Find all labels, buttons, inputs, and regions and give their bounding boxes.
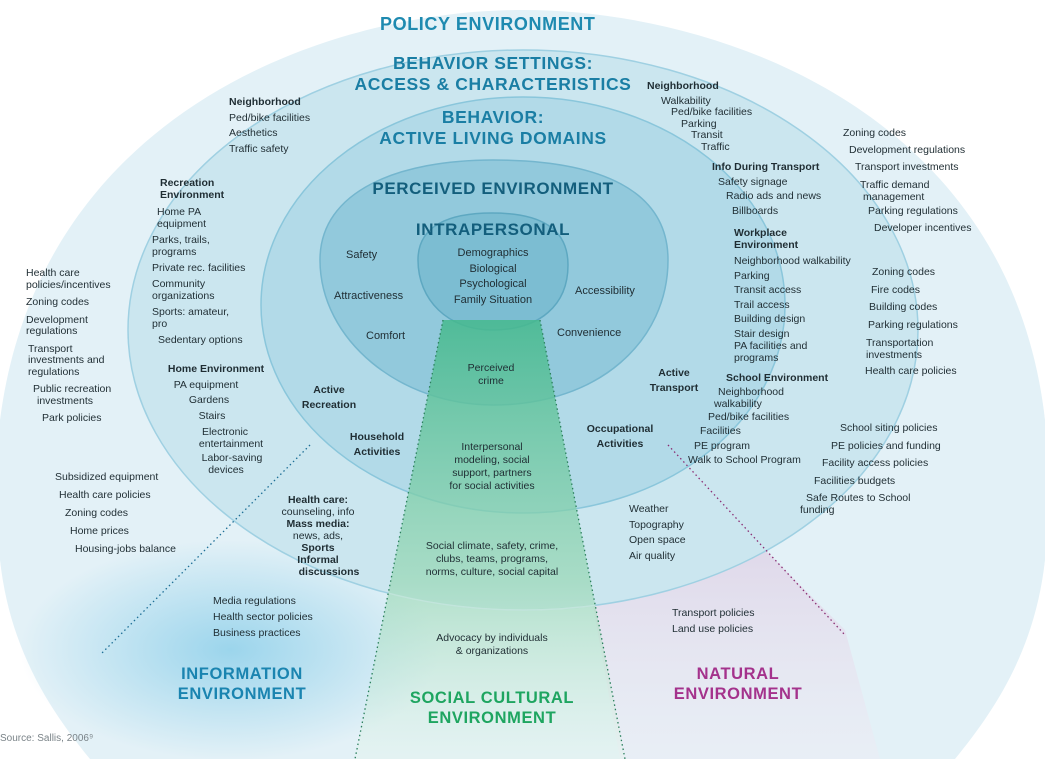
domain-label: Recreation (301, 399, 357, 411)
behavior-settings-title-line2: ACCESS & CHARACTERISTICS (354, 74, 632, 94)
social-text: norms, culture, social capital (425, 566, 559, 578)
information-environment-label (150, 664, 334, 704)
list-item: Community (152, 278, 206, 290)
policy-item: Transport (28, 342, 73, 355)
section-heading: Recreation (160, 177, 215, 189)
policy-item: Business practices (213, 627, 301, 639)
policy-item: School siting policies (840, 422, 938, 434)
environment-label-line: NATURAL (696, 665, 780, 683)
list-item: Radio ads and news (726, 190, 822, 202)
policy-item: Health sector policies (213, 611, 313, 623)
list-item: Parking (681, 117, 717, 130)
list-item: Ped/bike facilities (229, 111, 311, 124)
domain-occupational-activities (583, 422, 657, 452)
policy-item: Transport investments (855, 161, 959, 173)
policy-item: Facilities budgets (814, 474, 896, 487)
settings-right-workplace (734, 228, 851, 364)
behavior-title (360, 107, 626, 149)
behavior-title-line1: BEHAVIOR: (441, 107, 545, 127)
list-item: Billboards (732, 204, 779, 217)
intrapersonal-item: Biological (469, 262, 517, 275)
domain-label: Transport (649, 382, 699, 394)
settings-left-neighborhood (229, 95, 310, 157)
natural-environment-label (652, 664, 824, 704)
policy-item: Health care (26, 267, 80, 279)
list-item: Electronic (201, 426, 249, 438)
policy-item: regulations (26, 325, 78, 337)
policy-item: Park policies (42, 412, 102, 424)
section-heading: School Environment (726, 372, 829, 384)
list-item: organizations (152, 290, 215, 302)
section-heading: Home Environment (167, 363, 265, 375)
social-perceived-crime (448, 362, 534, 388)
social-cultural-environment-label (392, 688, 592, 728)
policy-item: Public recreation (33, 383, 112, 395)
intrapersonal-item: Psychological (459, 278, 527, 290)
policy-item: Developer incentives (874, 222, 972, 234)
policy-item: funding (800, 504, 835, 516)
policy-item: Zoning codes (872, 266, 936, 278)
list-item: Parking (734, 269, 770, 282)
policy-item: Zoning codes (65, 507, 129, 519)
environment-label-line: SOCIAL CULTURAL (409, 689, 575, 707)
list-item: PA facilities and (734, 340, 808, 352)
list-item: Neighborhood (718, 385, 784, 398)
behavior-settings-title-line1: BEHAVIOR SETTINGS: (392, 53, 594, 73)
info-heading: discussions (298, 566, 360, 578)
policy-item: Home prices (70, 525, 129, 537)
list-item: pro (152, 318, 168, 330)
policy-item: Development (26, 313, 88, 326)
section-heading: Environment (160, 189, 225, 201)
domain-active-recreation (298, 383, 360, 413)
list-item: Stair design (734, 327, 790, 340)
info-heading: Mass media: (286, 518, 350, 530)
perceived-comfort: Comfort (366, 330, 406, 342)
policy-item: Development regulations (849, 144, 966, 156)
natural-item: Topography (629, 518, 684, 531)
domain-household-activities (344, 430, 410, 460)
environment-label-line: ENVIRONMENT (427, 709, 557, 727)
social-advocacy (412, 632, 572, 658)
section-heading: Info During Transport (712, 161, 820, 173)
list-item: Stairs (198, 409, 226, 422)
policy-item: Housing-jobs balance (75, 543, 176, 555)
policy-item: Fire codes (871, 283, 921, 296)
info-text: counseling, info (281, 506, 355, 518)
environment-label-line: ENVIRONMENT (177, 685, 307, 703)
info-heading: Informal (297, 554, 339, 566)
list-item: Walk to School Program (688, 454, 801, 466)
list-item: Traffic (701, 140, 730, 153)
policy-item: Subsidized equipment (55, 471, 159, 483)
policy-item: Traffic demand (860, 179, 930, 191)
list-item: entertainment (198, 438, 264, 450)
intrapersonal-item: Family Situation (453, 293, 533, 306)
section-heading: Neighborhood (647, 80, 719, 92)
information-items (268, 494, 368, 578)
perceived-convenience: Convenience (557, 327, 622, 339)
policy-item: Building codes (869, 301, 938, 313)
social-text: & organizations (455, 645, 529, 657)
policy-left-upper (26, 268, 111, 425)
perceived-attractiveness: Attractiveness (334, 290, 404, 302)
intrapersonal-item: Demographics (457, 247, 529, 259)
list-item: Labor-saving (201, 452, 263, 464)
policy-item: investments (866, 349, 923, 361)
policy-item: Parking regulations (868, 318, 958, 331)
policy-item: Zoning codes (843, 127, 907, 139)
behavior-title-line2: ACTIVE LIVING DOMAINS (379, 128, 607, 148)
section-heading: Workplace (734, 227, 787, 239)
list-item: devices (208, 464, 244, 476)
policy-item: Media regulations (213, 595, 296, 607)
policy-right-top (843, 125, 971, 237)
list-item: Sedentary options (158, 334, 243, 346)
social-text: clubs, teams, programs, (435, 553, 549, 565)
list-item: Ped/bike facilities (708, 410, 790, 423)
social-text: Perceived (467, 362, 515, 374)
info-text: news, ads, (292, 530, 344, 542)
list-item: Traffic safety (229, 142, 289, 155)
policy-item: Transport policies (672, 607, 755, 619)
perceived-environment-title: PERCEIVED ENVIRONMENT (372, 179, 614, 198)
list-item: PA equipment (173, 378, 239, 391)
natural-item: Air quality (629, 549, 676, 562)
social-text: crime (478, 375, 504, 387)
social-text: Advocacy by individuals (436, 632, 548, 644)
policy-right-bottom (800, 420, 941, 516)
policy-item: Land use policies (672, 623, 754, 635)
environment-label-line: ENVIRONMENT (673, 685, 803, 703)
social-text: Interpersonal (461, 441, 523, 453)
domain-label: Occupational (586, 423, 654, 435)
social-text: Social climate, safety, crime, (425, 540, 559, 552)
policy-item: policies/incentives (26, 278, 111, 291)
social-text: modeling, social (454, 454, 530, 466)
natural-item: Weather (629, 503, 669, 515)
domain-label: Activities (353, 446, 401, 458)
list-item: Private rec. facilities (152, 262, 246, 274)
intrapersonal-list (428, 246, 558, 308)
policy-item: Transportation (866, 337, 934, 349)
list-item: Facilities (700, 425, 741, 437)
list-item: Building design (734, 313, 806, 325)
social-interpersonal (430, 441, 554, 493)
intrapersonal-title: INTRAPERSONAL (415, 220, 571, 239)
domain-label: Active (313, 384, 345, 396)
list-item: Walkability (661, 94, 711, 107)
source-caption: Source: Sallis, 2006⁹ (0, 733, 94, 744)
list-item: equipment (157, 218, 207, 230)
settings-right-neighborhood (647, 81, 752, 153)
policy-item: Zoning codes (26, 296, 90, 308)
natural-items (629, 502, 686, 564)
list-item: Aesthetics (229, 127, 278, 139)
list-item: Neighborhood walkability (734, 255, 851, 267)
perceived-safety: Safety (346, 249, 378, 261)
info-heading: Health care: (287, 494, 349, 506)
settings-left-home (160, 362, 272, 476)
social-text: support, partners (452, 467, 532, 479)
list-item: Gardens (188, 394, 230, 406)
domain-label: Activities (596, 438, 644, 450)
policy-item: Safe Routes to School (806, 492, 911, 504)
list-item: walkability (714, 397, 762, 410)
settings-left-recreation (152, 177, 245, 346)
policy-item: Health care policies (59, 489, 151, 501)
list-item: Parks, trails, (152, 234, 210, 246)
policy-item: investments (37, 394, 94, 407)
policy-item: regulations (28, 365, 80, 378)
policy-item: Health care policies (865, 365, 957, 377)
policy-item: management (863, 191, 925, 203)
list-item: Ped/bike facilities (671, 106, 753, 118)
domain-label: Active (658, 367, 690, 379)
environment-label-line: INFORMATION (181, 665, 303, 683)
list-item: Transit access (734, 284, 802, 296)
information-policies (213, 593, 313, 641)
list-item: Sports: amateur, (152, 306, 230, 318)
social-climate (402, 540, 582, 579)
perceived-accessibility: Accessibility (575, 285, 635, 297)
list-item: Safety signage (718, 175, 788, 188)
policy-item: Parking regulations (868, 205, 958, 217)
policy-item: Facility access policies (822, 457, 929, 469)
list-item: programs (734, 351, 779, 364)
social-text: for social activities (449, 480, 535, 492)
list-item: Transit (691, 129, 723, 141)
info-heading: Sports (301, 542, 335, 554)
behavior-settings-title (330, 53, 656, 95)
list-item: Trail access (734, 298, 790, 311)
list-item: Home PA (157, 206, 202, 218)
list-item: PE program (694, 439, 751, 452)
policy-item: investments and (28, 354, 105, 366)
natural-policies (672, 605, 754, 637)
domain-label: Household (349, 431, 405, 443)
list-item: programs (152, 246, 197, 258)
policy-environment-title: POLICY ENVIRONMENT (380, 14, 596, 34)
policy-right-middle (865, 264, 958, 381)
settings-right-transport (712, 160, 821, 218)
policy-item: PE policies and funding (831, 439, 941, 452)
section-heading: Neighborhood (229, 96, 301, 108)
policy-left-lower (55, 468, 176, 558)
section-heading: Environment (734, 238, 799, 251)
natural-item: Open space (629, 534, 686, 546)
